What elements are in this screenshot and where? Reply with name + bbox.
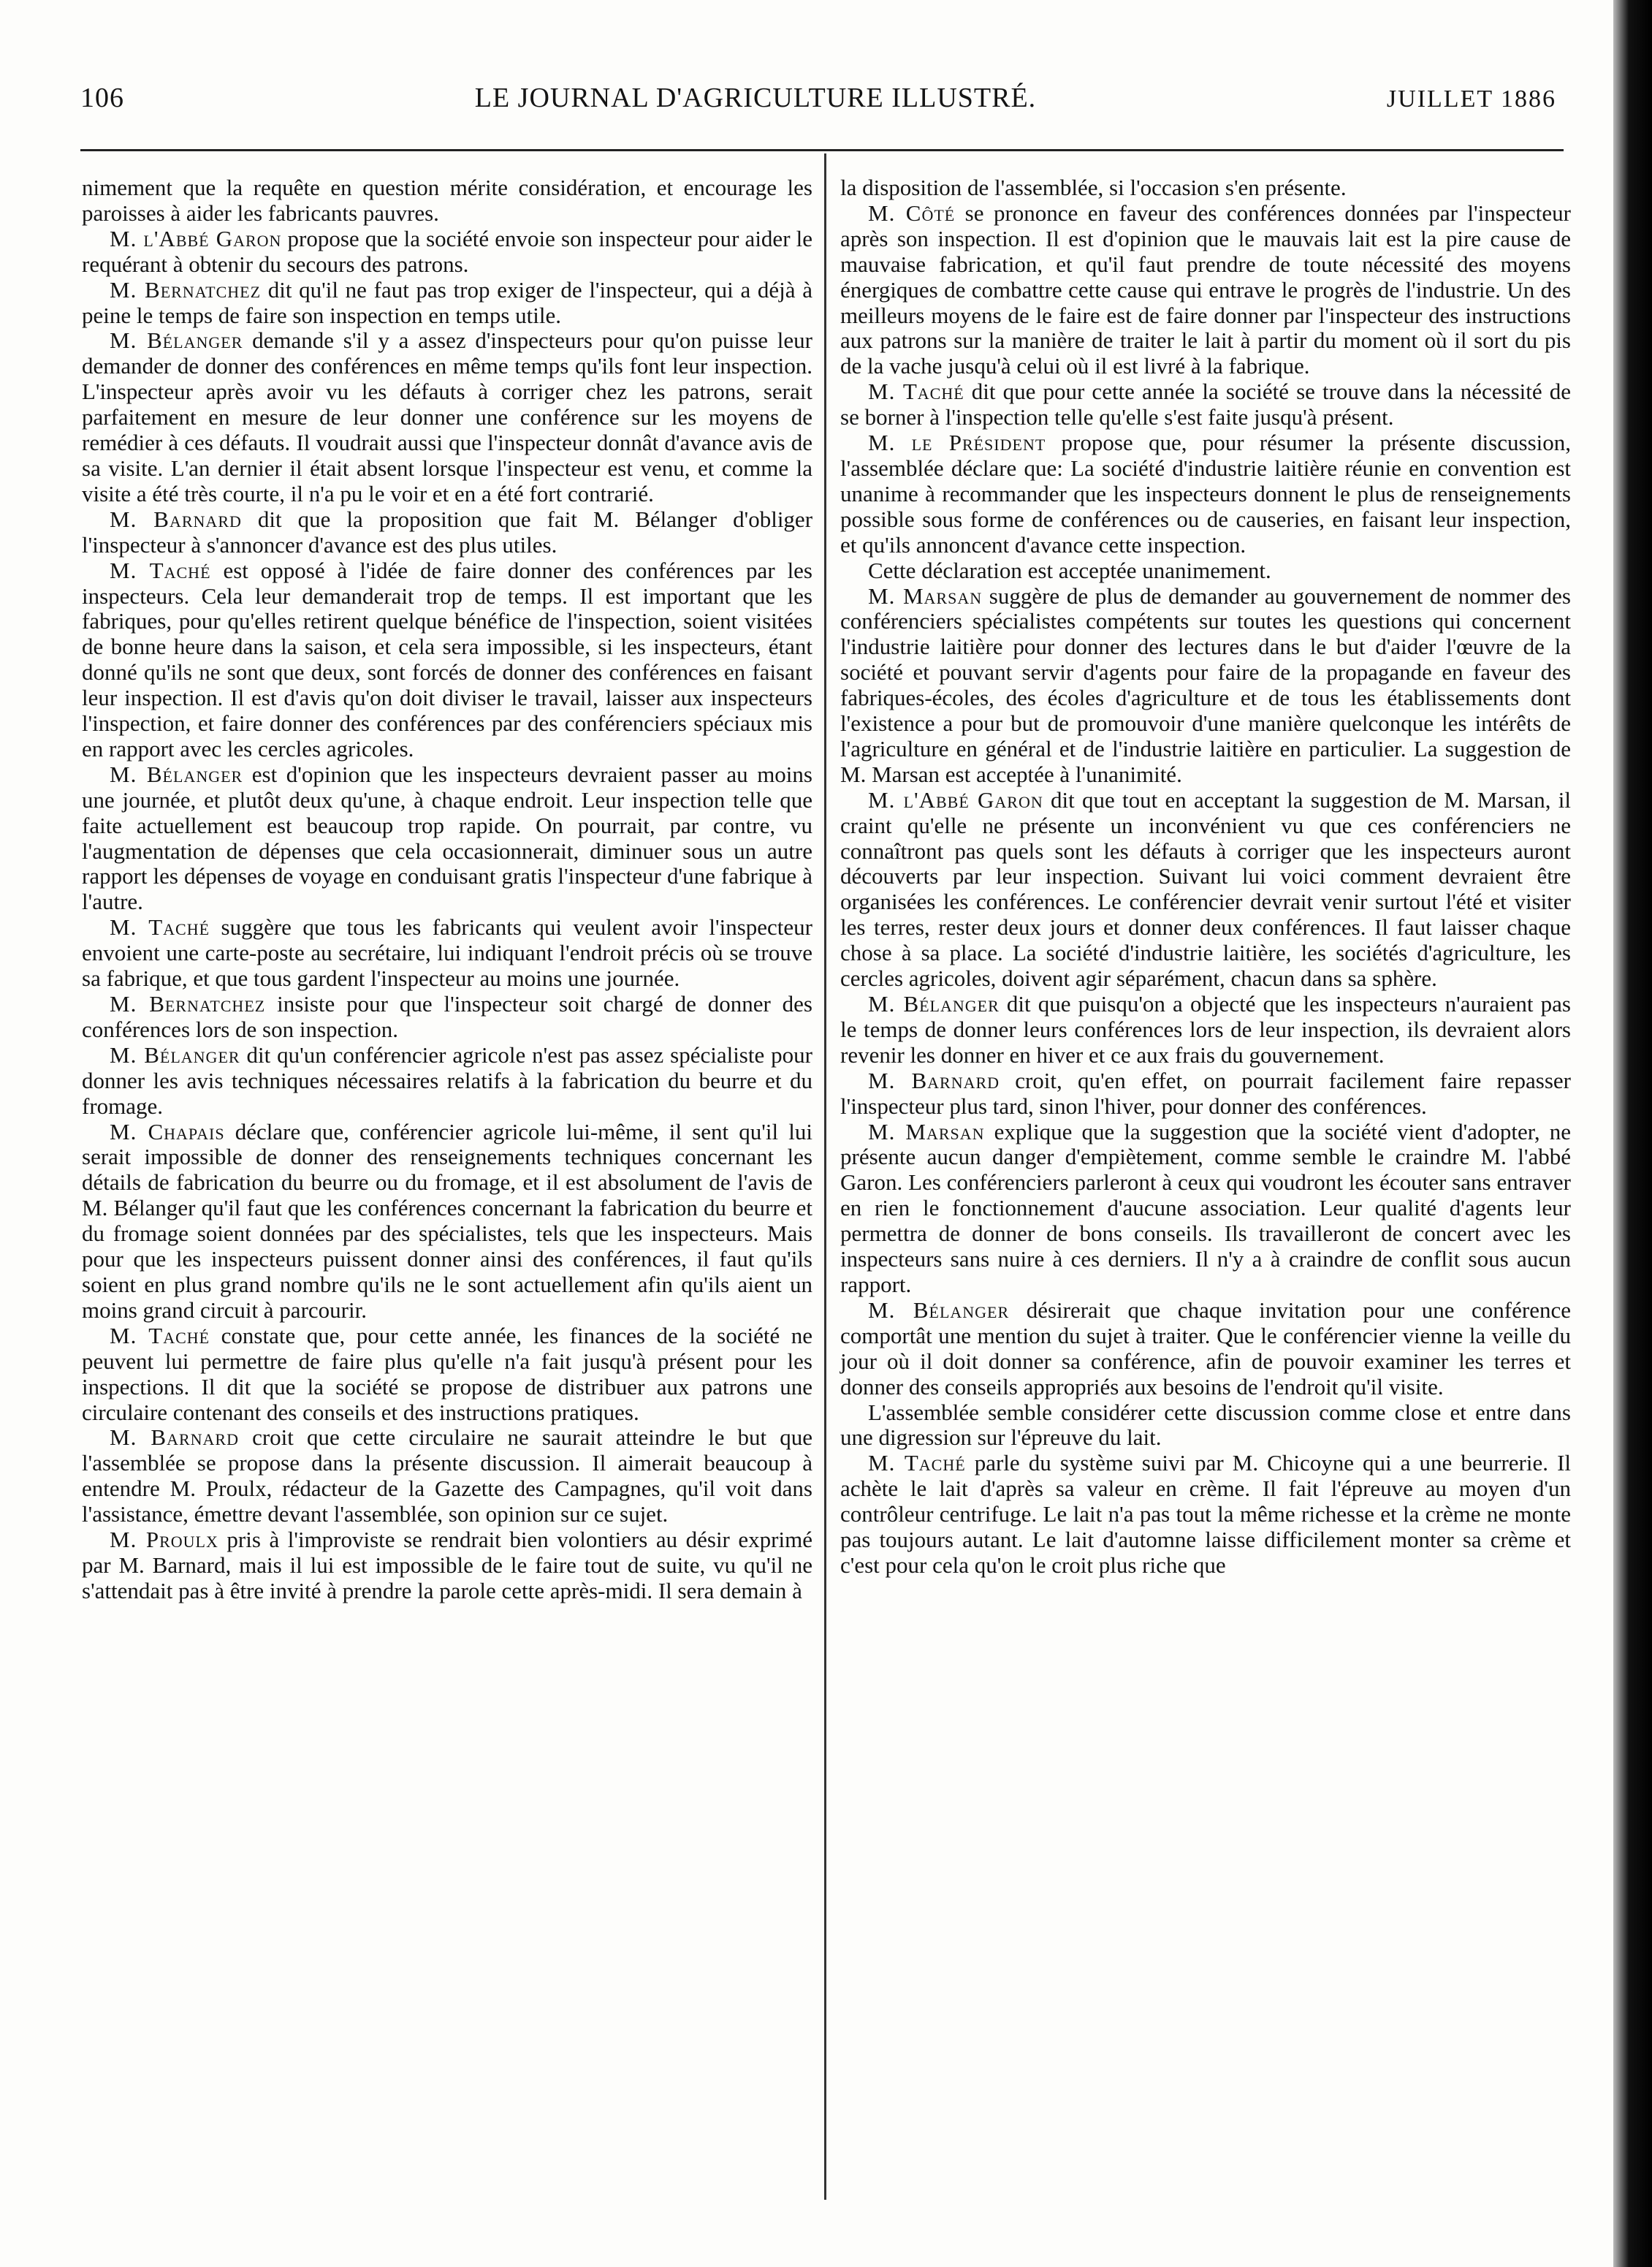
paragraph-text: est d'opinion que les inspecteurs devraient passer au moins une journée, et plutôt deux qu'une, à chaque endroit. Leur inspection telle que faite actuellement est beaucoup trop rapide. On pourrait, par contre, vu l'augmentation de dépenses que cela occasionnerait, diminuer sous un autre rapport les dépenses de voyage en conduisant gratis l'inspecteur d'une fabrique à l'autre. [82, 761, 812, 915]
right-column [840, 175, 1571, 1579]
paragraph [82, 507, 812, 558]
scan-edge-shadow [1613, 0, 1652, 2267]
paragraph [82, 227, 812, 278]
paragraph [840, 1298, 1571, 1400]
paragraph [82, 762, 812, 915]
paragraph [82, 1425, 812, 1527]
speaker-name: M. Taché [110, 1322, 210, 1348]
paragraph [840, 430, 1571, 558]
paragraph-text: Cette déclaration est acceptée unanimement. [868, 557, 1271, 583]
speaker-name: M. Barnard [868, 1067, 1000, 1093]
paragraph [82, 278, 812, 329]
speaker-name: M. Bélanger [110, 761, 243, 787]
paragraph [840, 1068, 1571, 1120]
paragraph [840, 584, 1571, 788]
paragraph-text: propose que la société envoie son inspecteur pour aider le requérant à obtenir du secours des patrons. [82, 225, 812, 277]
speaker-name: M. Bernatchez [110, 276, 262, 303]
page-number: 106 [80, 83, 124, 113]
header-rule [80, 149, 1564, 151]
paragraph [82, 175, 812, 227]
speaker-name: M. Barnard [110, 506, 242, 532]
left-column [82, 175, 812, 1604]
paragraph [82, 1120, 812, 1324]
paragraph-text: suggère que tous les fabricants qui veulent avoir l'inspecteur envoient une carte-poste au secrétaire, lui indiquant l'endroit précis où se trouve sa fabrique, et que tous gardent l'inspecteur au moins une journée. [82, 914, 812, 992]
paragraph-text: propose que, pour résumer la présente discussion, l'assemblée déclare que: La société d'industrie laitière réunie en convention est unanime à recommander que les inspecteurs donnent le plus de renseignements possible sous forme de conférences ou de causeries, en faisant leur inspection, et qu'ils annoncent d'avance cette inspection. [840, 430, 1571, 558]
speaker-name: M. Taché [110, 557, 211, 583]
column-divider [824, 153, 826, 2200]
speaker-name: M. Côté [868, 200, 956, 226]
speaker-name: M. l'Abbé Garon [110, 225, 282, 251]
speaker-name: M. Proulx [110, 1527, 218, 1553]
paragraph [840, 788, 1571, 992]
paragraph [840, 379, 1571, 430]
paragraph [840, 201, 1571, 379]
speaker-name: M. Taché [868, 379, 964, 405]
paragraph-text: L'assemblée semble considérer cette discussion comme close et entre dans une digression sur l'épreuve du lait. [840, 1399, 1571, 1451]
speaker-name: M. Bélanger [110, 1041, 240, 1068]
speaker-name: M. l'Abbé Garon [868, 786, 1043, 813]
paragraph [82, 1324, 812, 1426]
paragraph [82, 1043, 812, 1120]
speaker-name: M. Bélanger [868, 991, 1000, 1017]
paragraph-text: demande s'il y a assez d'inspecteurs pour qu'on puisse leur demander de donner des conférences en même temps qu'ils font leur inspection. L'inspecteur après avoir vu les défauts à corriger chez les patrons, serait parfaitement en mesure de leur donner une conférence sur les moyens de remédier à ces défauts. Il voudrait aussi que l'inspecteur donnât d'avance avis de sa visite. L'an dernier il était absent lorsque l'inspecteur est venu, et comme la visite a été très courte, il n'a pu le voir et en a été fort contrarié. [82, 327, 812, 506]
paragraph [82, 328, 812, 506]
paragraph-text: constate que, pour cette année, les finances de la société ne peuvent lui permettre de faire plus qu'elle n'a fait jusqu'à présent pour les inspections. Il dit que la société se propose de distribuer aux patrons une circulaire contenant des conseils et des instructions pratiques. [82, 1322, 812, 1425]
paragraph [840, 1120, 1571, 1298]
paragraph-text: dit qu'un conférencier agricole n'est pas assez spécialiste pour donner les avis techniques nécessaires relatifs à la fabrication du beurre et du fromage. [82, 1041, 812, 1119]
speaker-name: M. Bélanger [868, 1296, 1010, 1323]
paragraph-text: explique que la suggestion que la société vient d'adopter, ne présente aucun danger d'empiètement, comme semble le craindre M. l'abbé Garon. Les conférenciers parleront à ceux qui voudront les écouter sans entraver en rien le fonctionnement d'aucune association. Leur qualité d'agents leur permettra de donner de bons conseils. Ils travailleront de concert avec les inspecteurs sans nuire à ces derniers. Il n'y a à craindre de conflit sous aucun rapport. [840, 1118, 1571, 1297]
speaker-name: M. Taché [110, 914, 210, 941]
speaker-name: M. Taché [868, 1450, 966, 1476]
paragraph [840, 1451, 1571, 1579]
paragraph-text: nimement que la requête en question mérite considération, et encourage les paroisses à aider les fabricants pauvres. [82, 175, 812, 226]
paragraph-text: la disposition de l'assemblée, si l'occasion s'en présente. [840, 175, 1347, 200]
paragraph-text: suggère de plus de demander au gouvernement de nommer des conférenciers spécialistes compétents sur toutes les questions qui concernent l'industrie laitière pour donner des lectures dans le but d'aider l'œuvre de la société et pouvant servir d'agents pour faire de la propagande en faveur des fabriques-écoles, des écoles d'agriculture et de tous les établissements dont l'existence a pour but de promouvoir d'une manière quelconque les intérêts de l'agriculture en général et de l'industrie laitière en particulier. La suggestion de M. Marsan est acceptée à l'unanimité. [840, 582, 1571, 787]
paragraph-text: pris à l'improviste se rendrait bien volontiers au désir exprimé par M. Barnard, mais il lui est impossible de le faire tout de suite, vu qu'il ne s'attendait pas à être invité à prendre la parole cette après-midi. Il sera demain à [82, 1527, 812, 1603]
paragraph-text: déclare que, conférencier agricole lui-même, il sent qu'il lui serait impossible de donner des renseignements techniques concernant les détails de fabrication du beurre ou du fromage, et il est absolument de l'avis de M. Bélanger qu'il faut que les conférences concernant la fabrication du beurre et du fromage soient données par des spécialistes, tels que les inspecteurs. Mais pour que les inspecteurs puissent donner ainsi des conférences, il faut qu'ils soient en plus grand nombre qu'ils ne le sont actuellement afin qu'ils aient un moins grand circuit à parcourir. [82, 1118, 812, 1323]
paragraph-text: dit qu'il ne faut pas trop exiger de l'inspecteur, qui a déjà à peine le temps de faire son inspection en temps utile. [82, 276, 812, 328]
paragraph-text: dit que pour cette année la société se trouve dans la nécessité de se borner à l'inspection telle qu'elle s'est faite jusqu'à présent. [840, 379, 1571, 430]
paragraph-text: est opposé à l'idée de faire donner des conférences par les inspecteurs. Cela leur demanderait trop de temps. Il est important que les fabriques, pour qu'elles retirent quelque bénéfice de l'inspection, soient visitées de bonne heure dans la saison, et cela sera impossible, si les inspecteurs, étant donné qu'ils ne sont que deux, sont forcés de donner des conférences en faisant leur inspection. Il est d'avis qu'on doit diviser le travail, laisser aux inspecteurs l'inspection, et faire donner des conférences par des conférenciers spéciaux mis en rapport avec les cercles agricoles. [82, 557, 813, 762]
paragraph-text: parle du système suivi par M. Chicoyne qui a une beurrerie. Il achète le lait d'après sa valeur en crème. Il fait l'épreuve au moyen d'un contrôleur centrifuge. Le lait n'a pas tout la même richesse et la crème ne monte pas toujours autant. Le lait d'automne laisse difficilement monter sa crème et c'est pour cela qu'on le croit plus riche que [840, 1450, 1572, 1578]
paragraph [82, 1527, 812, 1604]
paragraph-text: dit que la proposition que fait M. Bélanger d'obliger l'inspecteur à s'annoncer d'avance est des plus utiles. [82, 506, 813, 558]
speaker-name: M. Marsan [868, 1118, 985, 1144]
journal-title: LE JOURNAL D'AGRICULTURE ILLUSTRÉ. [474, 83, 1037, 113]
paragraph [82, 915, 812, 992]
speaker-name: M. le Président [868, 430, 1046, 456]
paragraph [840, 175, 1571, 201]
issue-date: JUILLET 1886 [1386, 86, 1556, 113]
speaker-name: M. Bernatchez [110, 991, 266, 1017]
paragraph [840, 992, 1571, 1068]
speaker-name: M. Barnard [110, 1424, 239, 1451]
paragraph-text: se prononce en faveur des conférences données par l'inspecteur après son inspection. Il est d'opinion que le mauvais lait est la pire cause de mauvaise fabrication, et qu'il faut prendre de toute nécessité des moyens énergiques de combattre cette cause qui entrave le progrès de l'industrie. Un des meilleurs moyens de le faire est de faire donner par l'inspecteur des instructions aux patrons sur la manière de traiter le lait à partir du moment où il sort du pis de la vache jusqu'à celui où il est livré à la fabrique. [840, 200, 1571, 379]
paragraph-text: insiste pour que l'inspecteur soit chargé de donner des conférences lors de son inspection. [82, 991, 812, 1042]
paragraph-text: désirerait que chaque invitation pour une conférence comportât une mention du sujet à traiter. Que le conférencier vienne la veille du jour où il doit donner sa conférence, afin de pouvoir examiner les terres et donner des conseils appropriés aux besoins de l'endroit qu'il visite. [840, 1296, 1571, 1400]
speaker-name: M. Bélanger [110, 327, 243, 354]
speaker-name: M. Marsan [868, 582, 983, 609]
page-header [80, 82, 1556, 133]
paragraph-text: dit que puisqu'on a objecté que les inspecteurs n'auraient pas le temps de donner leurs conférences lors de leur inspection, ils devraient alors revenir les donner en hiver et ce aux frais du gouvernement. [840, 991, 1571, 1068]
paragraph-text: dit que tout en acceptant la suggestion de M. Marsan, il craint qu'elle ne présente un inconvénient vu que ces conférenciers ne connaîtront pas quels sont les défauts à corriger que les inspecteurs auront découverts par leur inspection. Suivant lui voici comment devraient être organisées les conférences. Le conférencier devrait venir surtout l'été et visiter les terres, rester deux jours et donner deux conférences. Il faut laisser chaque chose à sa place. La société d'industrie laitière, les sociétés d'agriculture, les cercles agricoles, doivent agir séparément, chacun dans sa sphère. [840, 786, 1571, 992]
paragraph [840, 1400, 1571, 1451]
paragraph [82, 992, 812, 1043]
paragraph-text: croit, qu'en effet, on pourrait facilement faire repasser l'inspecteur plus tard, sinon l'hiver, pour donner des conférences. [840, 1067, 1571, 1119]
paragraph [82, 558, 812, 762]
paragraph [840, 558, 1571, 584]
speaker-name: M. Chapais [110, 1118, 225, 1144]
paragraph-text: croit que cette circulaire ne saurait atteindre le but que l'assemblée se propose dans la présente discussion. Il aimerait beaucoup à entendre M. Proulx, rédacteur de la Gazette des Campagnes, qu'il voit dans l'assistance, émettre devant l'assemblée, son opinion sur ce sujet. [82, 1424, 813, 1527]
